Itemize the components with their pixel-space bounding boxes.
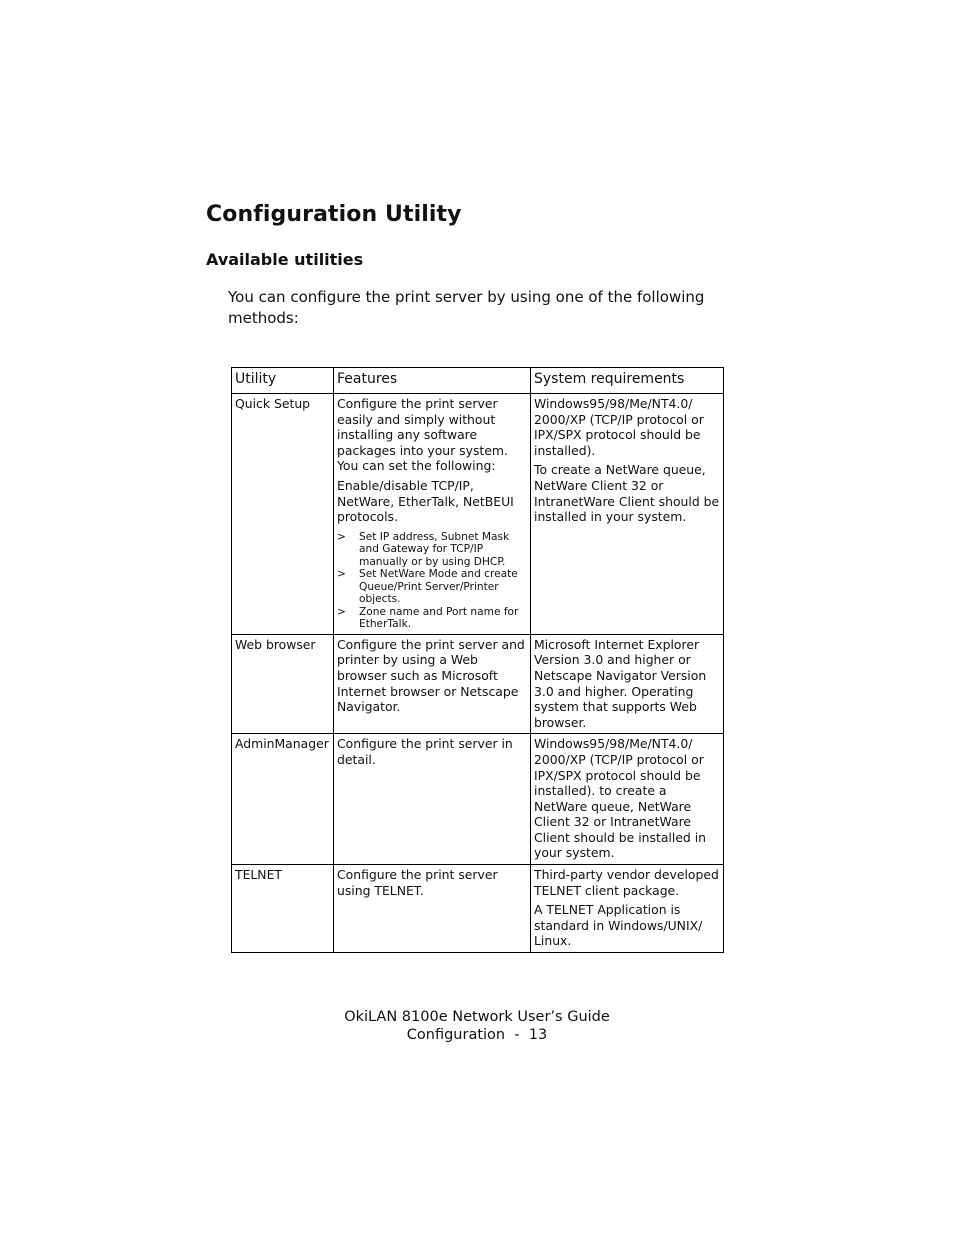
requirements-text: Windows95/98/Me/NT4.0/ 2000/XP (TCP/IP protocol or IPX/SPX protocol should be installed). bbox=[534, 396, 704, 458]
requirements-cell bbox=[531, 394, 724, 635]
features-text: Configure the print server easily and simply without installing any software packages into your system. You can set the following: bbox=[337, 396, 508, 474]
page-title: Configuration Utility bbox=[206, 202, 462, 227]
bullet-text: Zone name and Port name for EtherTalk. bbox=[359, 605, 519, 631]
bullet-text: Set IP address, Subnet Mask and Gateway for TCP/IP manually or by using DHCP. bbox=[359, 530, 510, 568]
requirements-text: To create a NetWare queue, NetWare Client 32 or IntranetWare Client should be installed in your system. bbox=[534, 462, 720, 525]
footer-page-number: Configuration - 13 bbox=[406, 1027, 548, 1043]
bullet-marker: > bbox=[337, 605, 346, 618]
utility-cell: AdminManager bbox=[232, 734, 334, 865]
features-cell bbox=[334, 865, 531, 953]
page-footer bbox=[0, 1008, 954, 1044]
column-header-requirements: System requirements bbox=[531, 368, 724, 394]
bullet-list bbox=[337, 531, 527, 631]
table-row bbox=[232, 865, 724, 953]
requirements-cell bbox=[531, 634, 724, 734]
features-cell bbox=[334, 394, 531, 635]
column-header-features: Features bbox=[334, 368, 531, 394]
list-item bbox=[337, 531, 527, 569]
table-row bbox=[232, 394, 724, 635]
requirements-text: A TELNET Application is standard in Windows/UNIX/ Linux. bbox=[534, 902, 703, 949]
column-header-utility: Utility bbox=[232, 368, 334, 394]
table-row bbox=[232, 734, 724, 865]
bullet-text: Set NetWare Mode and create Queue/Print Server/Printer objects. bbox=[359, 568, 518, 606]
footer-guide-title: OkiLAN 8100e Network User’s Guide bbox=[344, 1009, 610, 1025]
requirements-text: Windows95/98/Me/NT4.0/ 2000/XP (TCP/IP protocol or IPX/SPX protocol should be installed). to create a NetWare queue, NetWare Client 32 or IntranetWare Client should be installed in your system. bbox=[534, 736, 707, 861]
requirements-cell bbox=[531, 865, 724, 953]
table-header-row bbox=[232, 368, 724, 394]
table-row bbox=[232, 634, 724, 734]
features-text: Configure the print server in detail. bbox=[337, 736, 513, 767]
requirements-cell bbox=[531, 734, 724, 865]
section-title: Available utilities bbox=[206, 250, 364, 269]
bullet-marker: > bbox=[337, 530, 346, 543]
bullet-marker: > bbox=[337, 568, 346, 581]
utility-cell: Quick Setup bbox=[232, 394, 334, 635]
features-cell bbox=[334, 734, 531, 865]
requirements-text: Third-party vendor developed TELNET client package. bbox=[534, 867, 719, 898]
list-item bbox=[337, 606, 527, 631]
features-text: Configure the print server and printer by using a Web browser such as Microsoft Internet browser or Netscape Navigator. bbox=[337, 636, 525, 715]
features-text: Configure the print server using TELNET. bbox=[337, 867, 498, 898]
list-item bbox=[337, 568, 527, 606]
utilities-table bbox=[231, 367, 724, 953]
utility-cell: Web browser bbox=[232, 634, 334, 734]
intro-paragraph: You can configure the print server by using one of the following methods: bbox=[228, 288, 705, 327]
requirements-text: Microsoft Internet Explorer Version 3.0 and higher or Netscape Navigator Version 3.0 and higher. Operating system that supports Web browser. bbox=[534, 636, 707, 730]
features-cell bbox=[334, 634, 531, 734]
features-text: Enable/disable TCP/IP, NetWare, EtherTalk, NetBEUI protocols. bbox=[337, 477, 514, 525]
utility-cell: TELNET bbox=[232, 865, 334, 953]
